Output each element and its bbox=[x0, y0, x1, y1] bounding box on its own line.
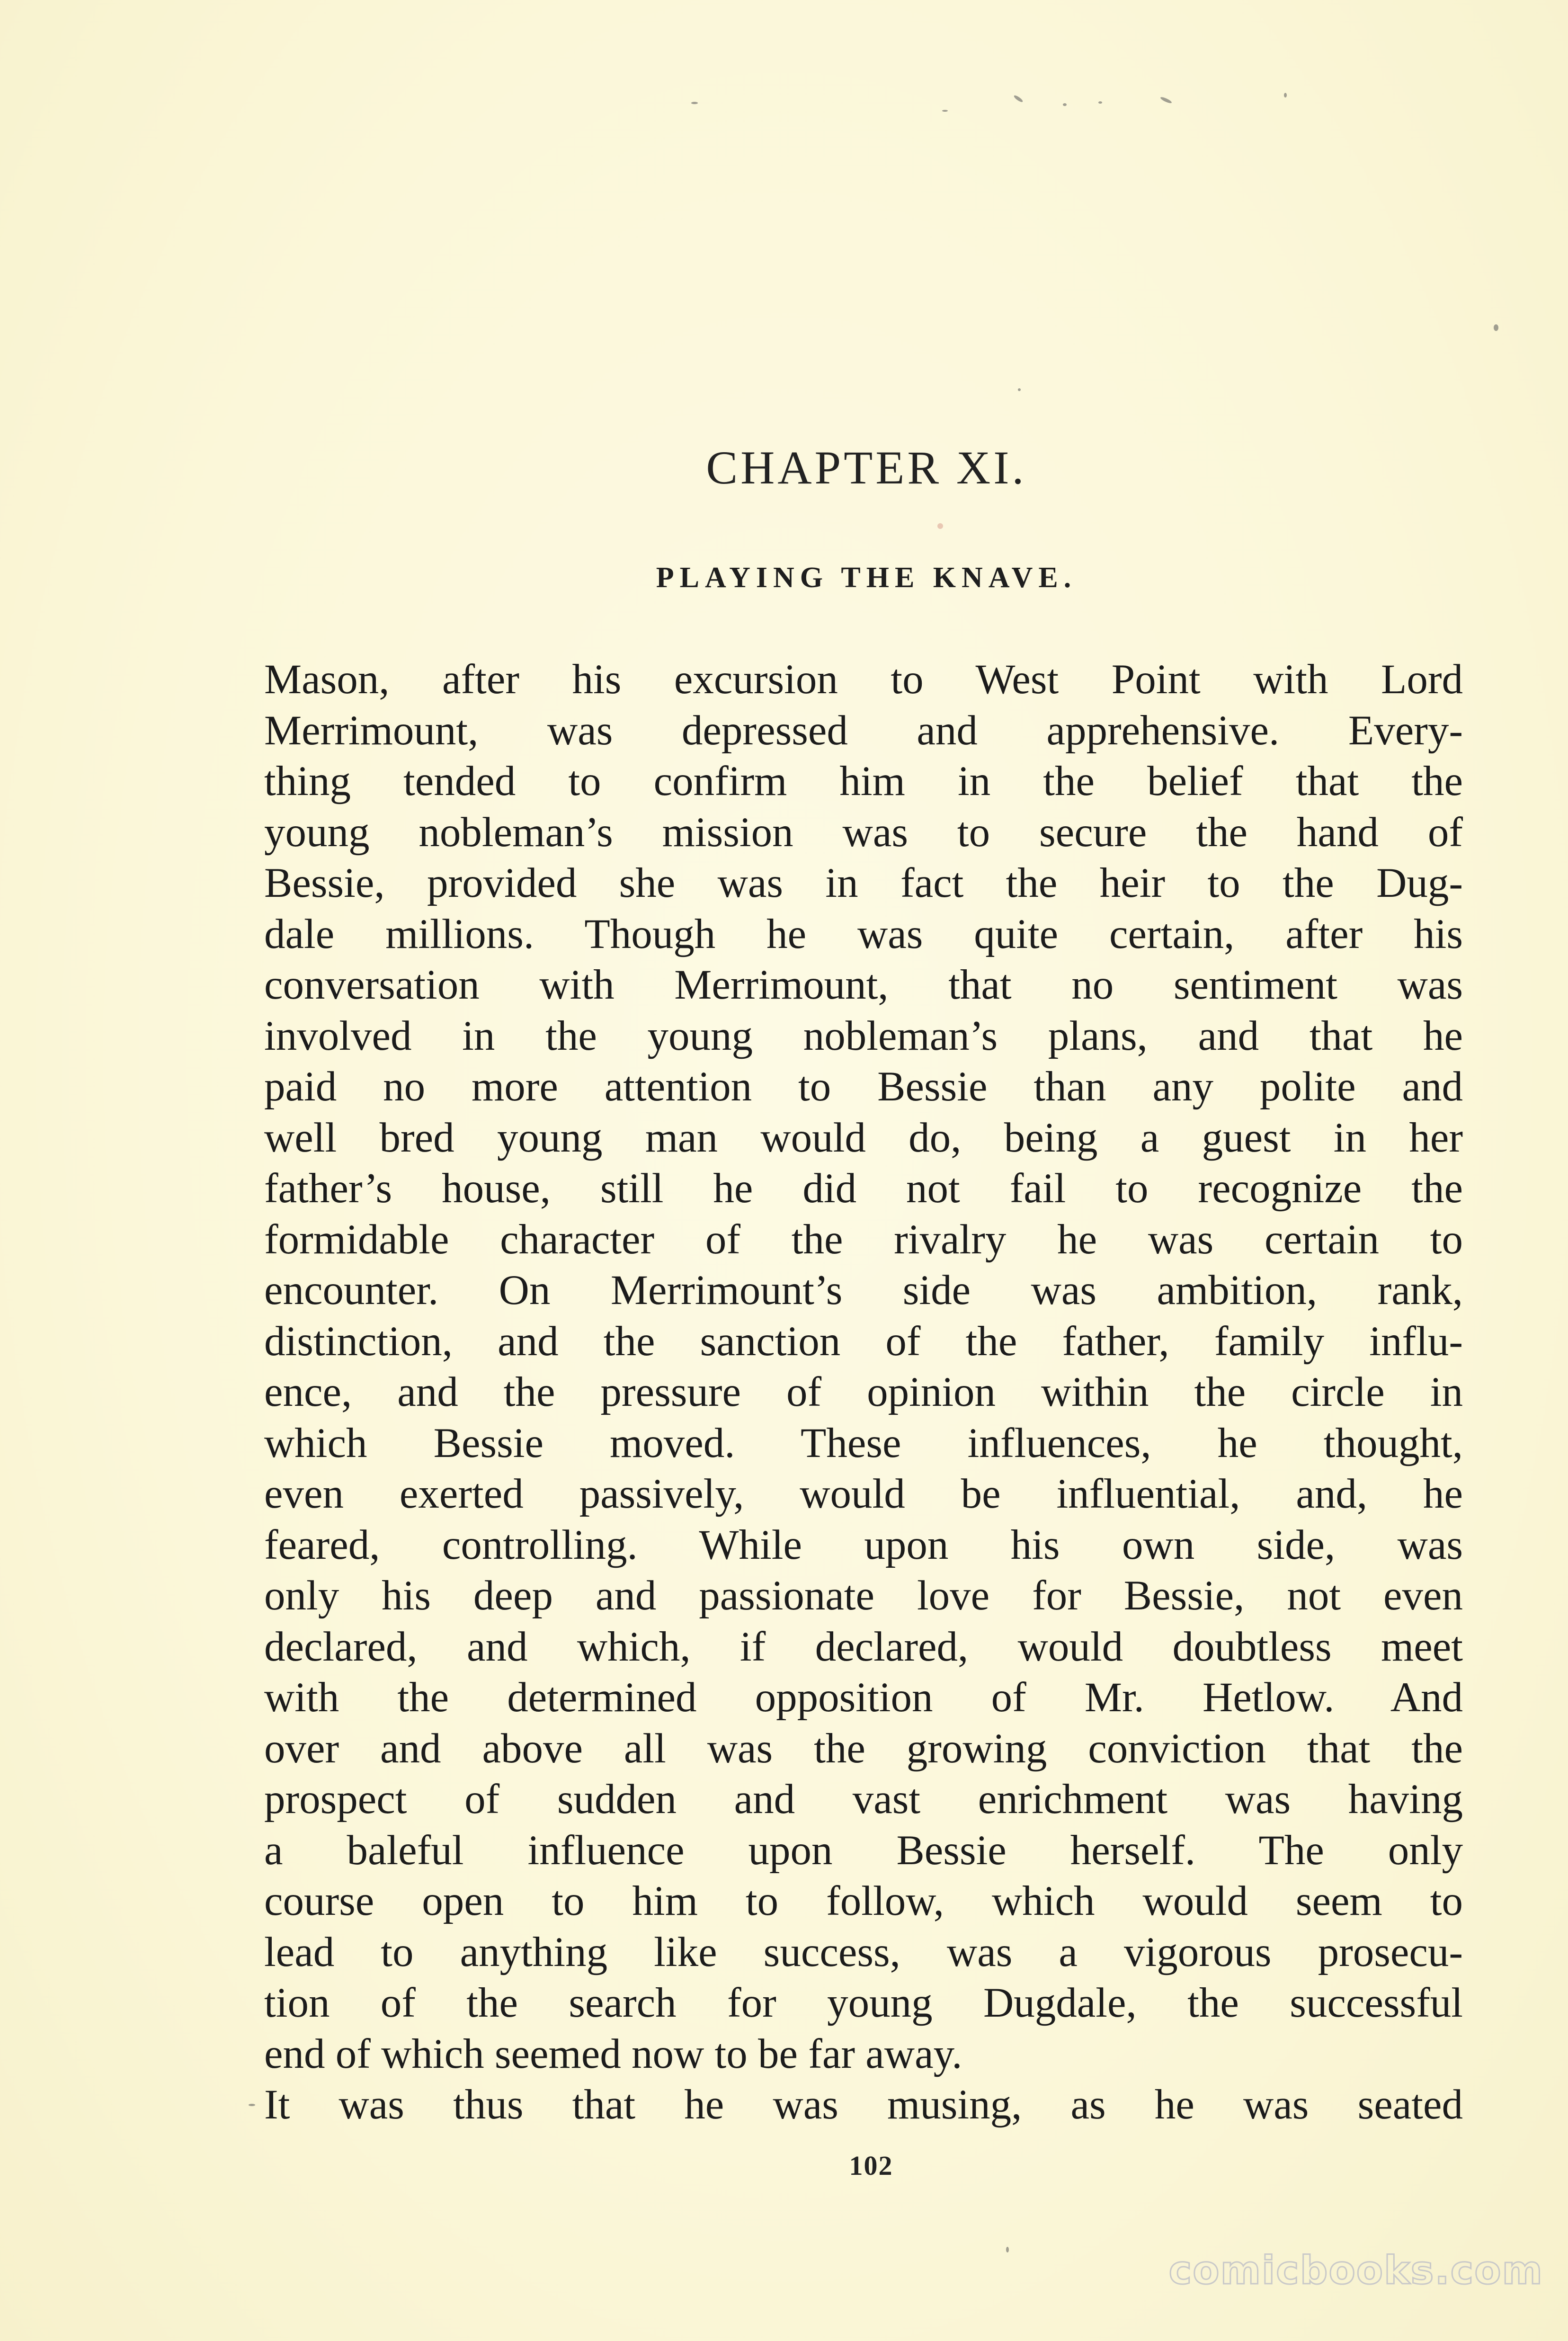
text-line: course open to him to follow, which would seem to bbox=[264, 1878, 1463, 1924]
text-line: conversation with Merrimount, that no sentiment was bbox=[264, 962, 1463, 1008]
ink-speck bbox=[1160, 96, 1173, 104]
chapter-subtitle: PLAYING THE KNAVE. bbox=[656, 562, 1077, 594]
body-text bbox=[264, 654, 1463, 2131]
text-line: thing tended to confirm him in the belief that the bbox=[264, 758, 1463, 804]
text-line: involved in the young nobleman’s plans, and that he bbox=[264, 1012, 1463, 1059]
watermark: comicbooks.com bbox=[1168, 2248, 1543, 2293]
text-line: only his deep and passionate love for Bessie, not even bbox=[264, 1573, 1463, 1619]
text-line: even exerted passively, would be influential, and, he bbox=[264, 1471, 1463, 1517]
text-line: tion of the search for young Dugdale, the successful bbox=[264, 1980, 1463, 2026]
text-line: dale millions. Though he was quite certain, after his bbox=[264, 911, 1463, 957]
ink-speck bbox=[1098, 101, 1102, 104]
text-line: a baleful influence upon Bessie herself. The only bbox=[264, 1827, 1463, 1874]
ink-speck bbox=[1063, 103, 1067, 106]
text-line: ence, and the pressure of opinion within the circle in bbox=[264, 1369, 1463, 1415]
text-line: paid no more attention to Bessie than any polite and bbox=[264, 1063, 1463, 1110]
ink-speck bbox=[1013, 94, 1024, 103]
text-line: Merrimount, was depressed and apprehensive. Every- bbox=[264, 707, 1463, 754]
ink-speck bbox=[1494, 324, 1498, 331]
ink-speck bbox=[937, 523, 943, 529]
text-line: Bessie, provided she was in fact the heir to the Dug- bbox=[264, 860, 1463, 906]
text-line: feared, controlling. While upon his own side, was bbox=[264, 1521, 1463, 1568]
ink-speck bbox=[1018, 388, 1021, 391]
text-line: formidable character of the rivalry he was certain to bbox=[264, 1216, 1463, 1263]
text-line: father’s house, still he did not fail to recognize the bbox=[264, 1165, 1463, 1212]
text-line: distinction, and the sanction of the father, family influ- bbox=[264, 1318, 1463, 1365]
text-line: prospect of sudden and vast enrichment was having bbox=[264, 1776, 1463, 1823]
ink-speck bbox=[691, 102, 698, 104]
text-line: declared, and which, if declared, would doubtless meet bbox=[264, 1623, 1463, 1670]
text-line: young nobleman’s mission was to secure the hand of bbox=[264, 809, 1463, 856]
page-number: 102 bbox=[849, 2150, 893, 2181]
text-line: lead to anything like success, was a vigorous prosecu- bbox=[264, 1929, 1463, 1975]
chapter-title: CHAPTER XI. bbox=[706, 441, 1027, 494]
text-line: end of which seemed now to be far away. bbox=[264, 2030, 962, 2077]
text-line: Mason, after his excursion to West Point with Lord bbox=[264, 656, 1463, 703]
text-line: well bred young man would do, being a guest in her bbox=[264, 1114, 1463, 1161]
text-line: which Bessie moved. These influences, he thought, bbox=[264, 1420, 1463, 1466]
ink-speck bbox=[1006, 2247, 1009, 2252]
ink-speck bbox=[249, 2104, 255, 2106]
text-line: encounter. On Merrimount’s side was ambition, rank, bbox=[264, 1267, 1463, 1313]
text-line: It was thus that he was musing, as he was seated bbox=[264, 2082, 1463, 2128]
text-line: with the determined opposition of Mr. Hetlow. And bbox=[264, 1674, 1463, 1721]
ink-speck bbox=[1284, 93, 1287, 98]
ink-speck bbox=[942, 110, 948, 112]
text-line: over and above all was the growing conviction that the bbox=[264, 1725, 1463, 1772]
